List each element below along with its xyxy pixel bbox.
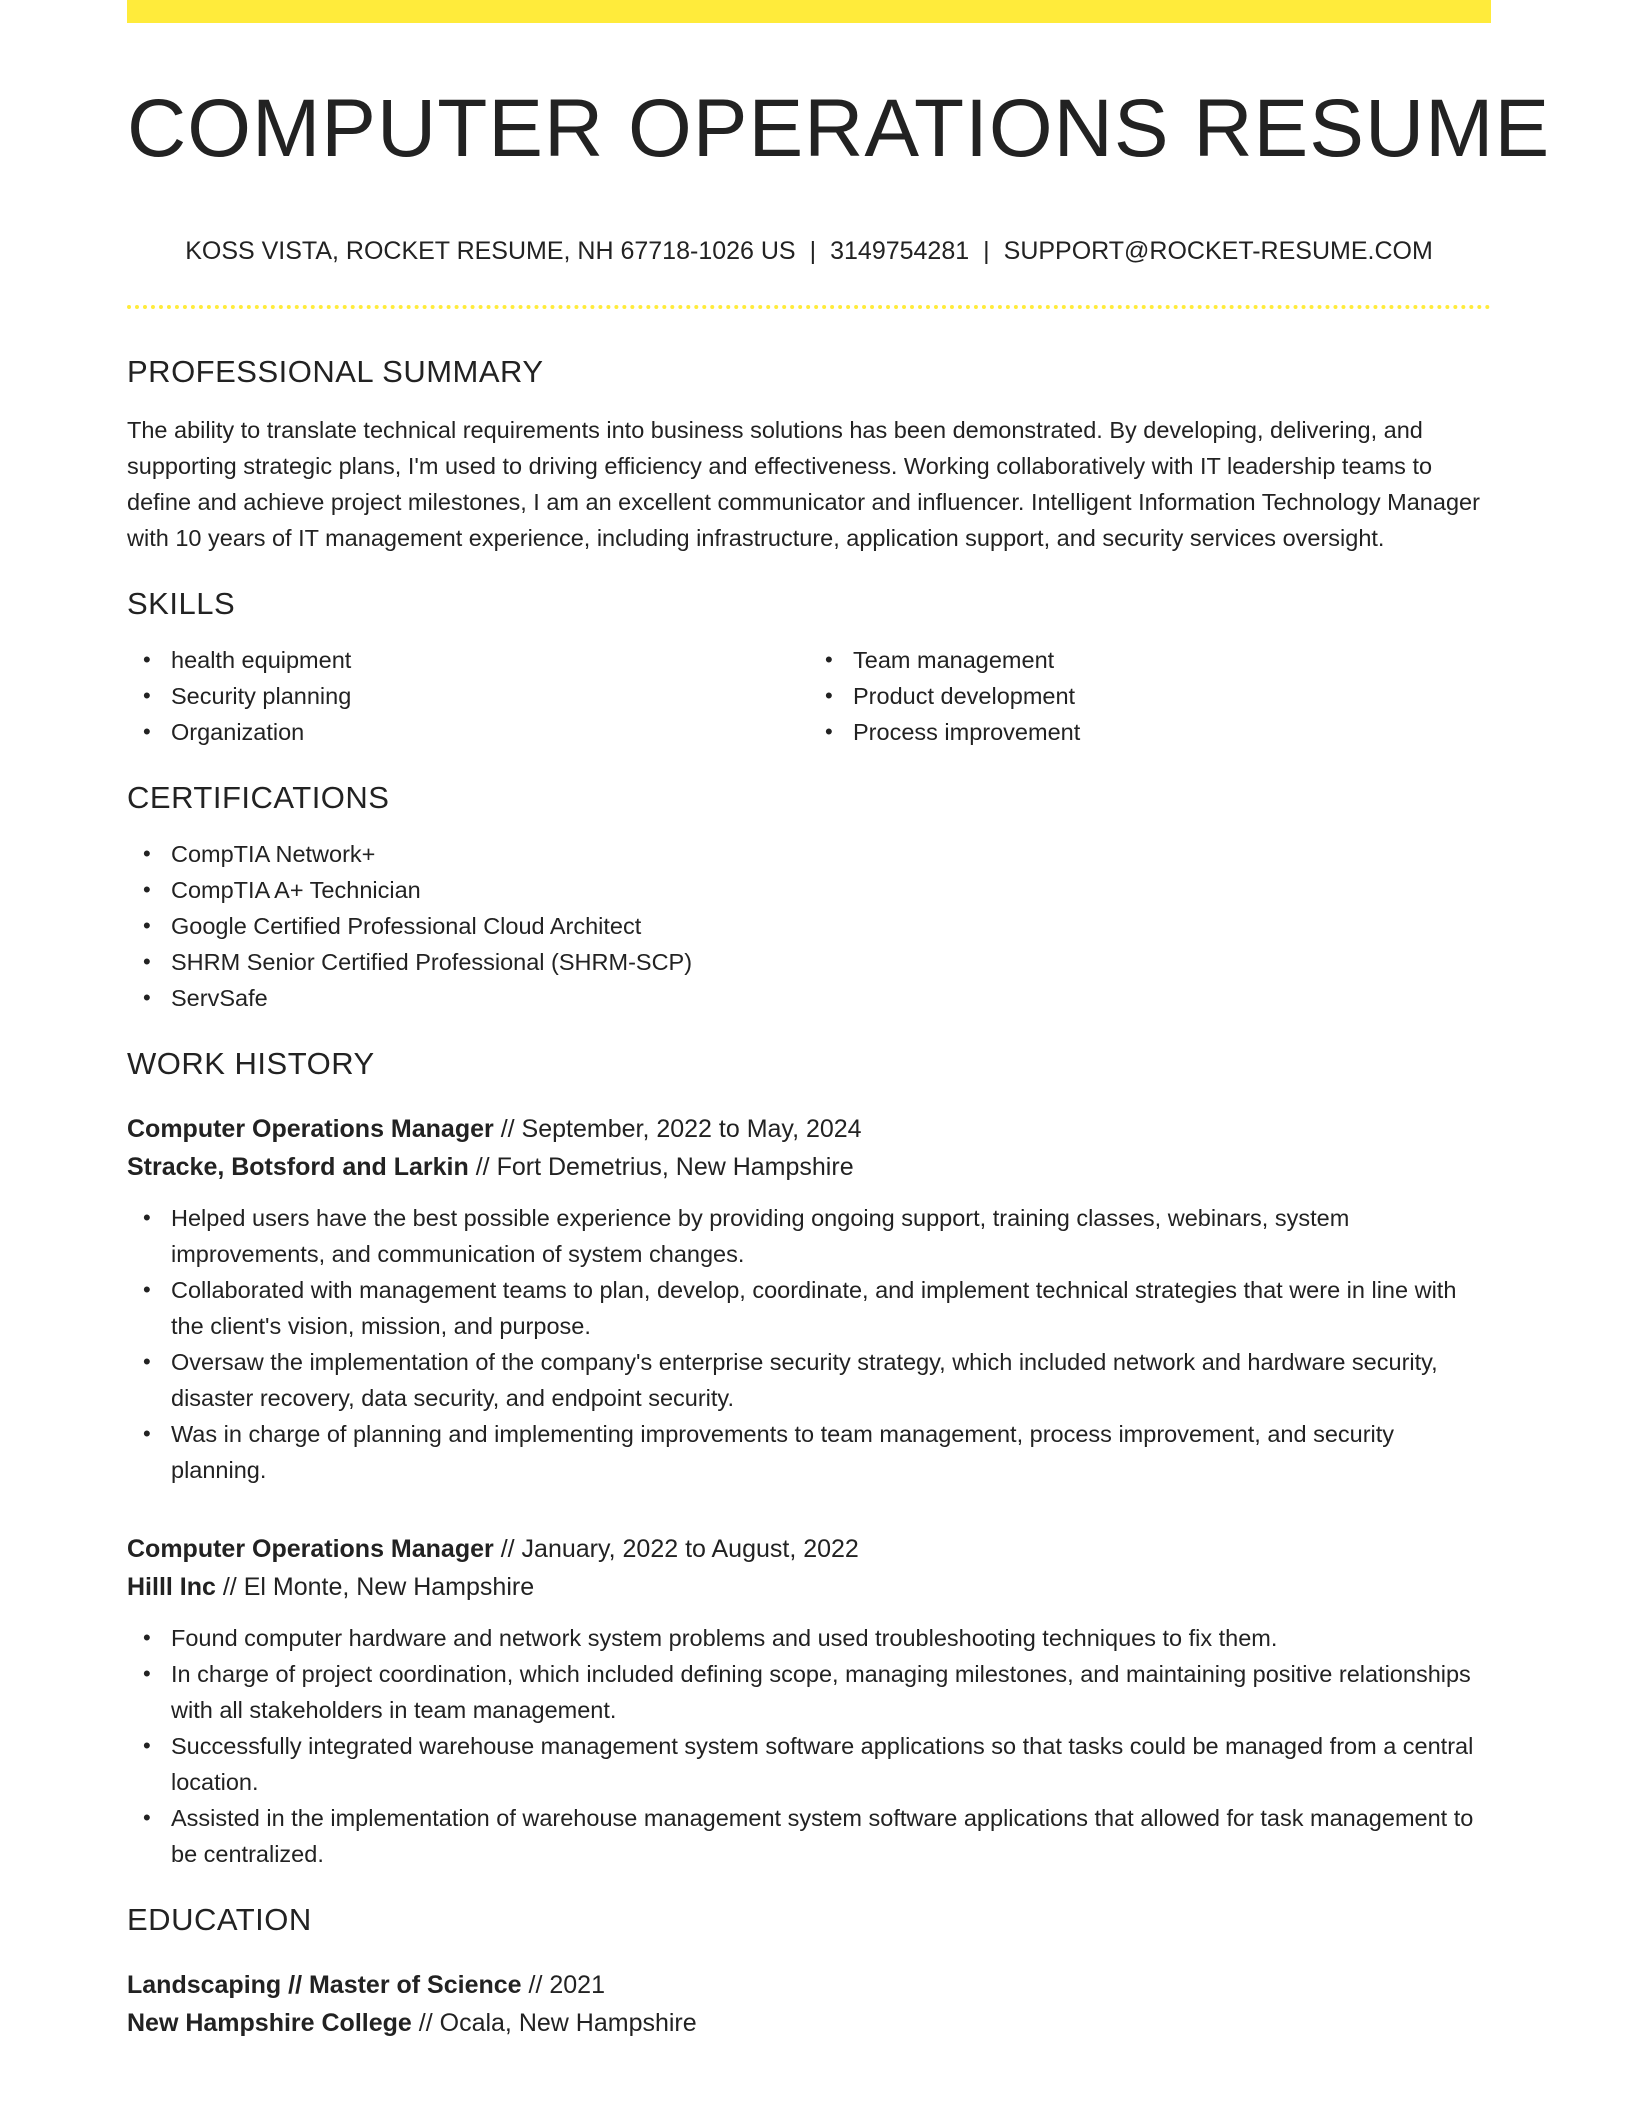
contact-separator: | <box>809 237 817 265</box>
education-divider: // <box>528 1971 543 1999</box>
work-history-section <box>127 1044 1491 1872</box>
job-bullet: • Found computer hardware and network system problems and used troubleshooting techniques to fix them. <box>171 1620 1491 1656</box>
job-company-line <box>127 1148 1491 1186</box>
contact-phone: 3149754281 <box>830 237 970 265</box>
job-bullet: • Assisted in the implementation of warehouse management system software applications that allowed for task management to be centralized. <box>171 1800 1491 1872</box>
job-divider: // <box>500 1115 515 1143</box>
certification-item: • CompTIA A+ Technician <box>171 872 1491 908</box>
certification-item: • Google Certified Professional Cloud Architect <box>171 908 1491 944</box>
skills-section <box>127 584 1491 750</box>
education-degree: Landscaping // Master of Science <box>127 1971 522 1999</box>
certifications-list <box>127 836 1491 1016</box>
contact-line <box>127 237 1491 266</box>
job-title: Computer Operations Manager <box>127 1535 494 1563</box>
education-school-line <box>127 2004 1491 2042</box>
education-location: Ocala, New Hampshire <box>439 2009 697 2037</box>
skill-item: • health equipment <box>171 642 809 678</box>
summary-text: The ability to translate technical requirements into business solutions has been demonstrated. By developing, delivering, and supporting strategic plans, I'm used to driving efficiency and effectiveness. Working collaboratively with IT leadership teams to define and achieve project milestones, I am an excellent communicator and influencer. Intelligent Information Technology Manager with 10 years of IT management experience, including infrastructure, application support, and security services oversight. <box>127 417 1480 551</box>
job-location: Fort Demetrius, New Hampshire <box>496 1153 854 1181</box>
job-entry <box>127 1110 1491 1488</box>
job-bullet: • Was in charge of planning and implementing improvements to team management, process improvement, and security planning. <box>171 1416 1491 1488</box>
contact-address: KOSS VISTA, ROCKET RESUME, NH 67718-1026 US <box>185 237 796 265</box>
certifications-heading: CERTIFICATIONS <box>127 780 390 815</box>
skills-list-left <box>127 642 809 750</box>
skills-heading: SKILLS <box>127 586 236 621</box>
job-company: Stracke, Botsford and Larkin <box>127 1153 469 1181</box>
skill-item: • Product development <box>853 678 1491 714</box>
resume-body <box>127 352 1491 2042</box>
job-title: Computer Operations Manager <box>127 1115 494 1143</box>
education-divider: // <box>418 2009 433 2037</box>
skill-item: • Team management <box>853 642 1491 678</box>
dotted-divider <box>127 305 1491 309</box>
summary-section <box>127 352 1491 556</box>
education-heading: EDUCATION <box>127 1902 312 1937</box>
certifications-section <box>127 778 1491 1016</box>
job-location: El Monte, New Hampshire <box>243 1573 535 1601</box>
job-dates: September, 2022 to May, 2024 <box>521 1115 862 1143</box>
job-divider: // <box>475 1153 490 1181</box>
resume-title: COMPUTER OPERATIONS RESUME <box>127 83 1551 174</box>
job-title-line <box>127 1110 1491 1148</box>
job-divider: // <box>500 1535 515 1563</box>
education-degree-line <box>127 1966 1491 2004</box>
job-divider: // <box>222 1573 237 1601</box>
job-bullets <box>127 1200 1491 1488</box>
education-year: 2021 <box>549 1971 605 1999</box>
education-school: New Hampshire College <box>127 2009 412 2037</box>
job-company: Hilll Inc <box>127 1573 216 1601</box>
summary-heading: PROFESSIONAL SUMMARY <box>127 354 544 389</box>
education-section <box>127 1900 1491 2042</box>
work-history-heading: WORK HISTORY <box>127 1046 375 1081</box>
accent-top-bar <box>127 0 1491 23</box>
education-entry <box>127 1966 1491 2042</box>
skill-item: • Process improvement <box>853 714 1491 750</box>
job-bullet: • Successfully integrated warehouse management system software applications so that tasks could be managed from a central location. <box>171 1728 1491 1800</box>
certification-item: • CompTIA Network+ <box>171 836 1491 872</box>
job-dates: January, 2022 to August, 2022 <box>521 1535 859 1563</box>
contact-email: SUPPORT@ROCKET-RESUME.COM <box>1003 237 1433 265</box>
skill-item: • Organization <box>171 714 809 750</box>
job-bullet: • Collaborated with management teams to plan, develop, coordinate, and implement technical strategies that were in line with the client's vision, mission, and purpose. <box>171 1272 1491 1344</box>
job-entry <box>127 1530 1491 1872</box>
skills-list-right <box>809 642 1491 750</box>
certification-item: • SHRM Senior Certified Professional (SHRM-SCP) <box>171 944 1491 980</box>
contact-separator: | <box>983 237 990 265</box>
job-bullets <box>127 1620 1491 1872</box>
job-title-line <box>127 1530 1491 1568</box>
skill-item: • Security planning <box>171 678 809 714</box>
certification-item: • ServSafe <box>171 980 1491 1016</box>
skills-grid <box>127 642 1491 750</box>
job-bullet: • Oversaw the implementation of the company's enterprise security strategy, which included network and hardware security, disaster recovery, data security, and endpoint security. <box>171 1344 1491 1416</box>
job-company-line <box>127 1568 1491 1606</box>
job-bullet: • Helped users have the best possible experience by providing ongoing support, training classes, webinars, system improvements, and communication of system changes. <box>171 1200 1491 1272</box>
job-bullet: • In charge of project coordination, which included defining scope, managing milestones, and maintaining positive relationships with all stakeholders in team management. <box>171 1656 1491 1728</box>
